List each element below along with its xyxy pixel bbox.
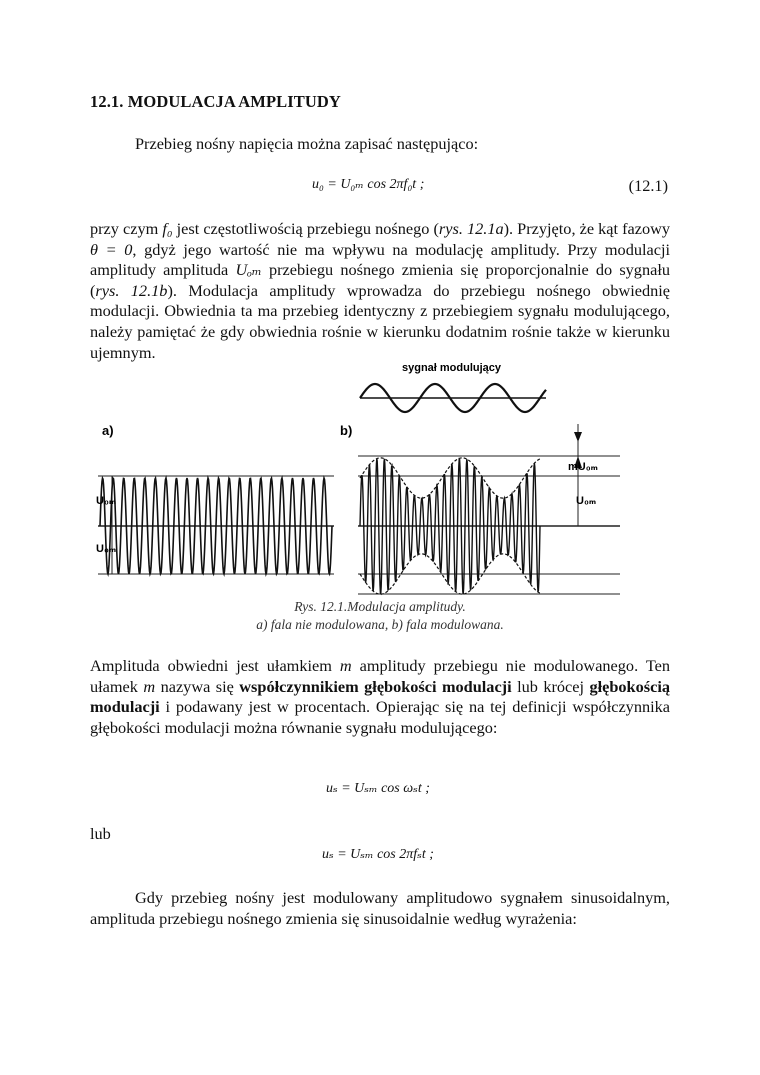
equation-number: (12.1) — [628, 176, 668, 195]
intro-paragraph: Przebieg nośny napięcia można zapisać następująco: — [135, 134, 479, 153]
figure-modulation — [90, 358, 670, 608]
label-a: a) — [102, 423, 114, 438]
lub-text: lub — [90, 824, 111, 843]
section-heading: 12.1. MODULACJA AMPLITUDY — [90, 92, 341, 111]
paragraph-final: Gdy przebieg nośny jest modulowany amplitudowo sygnałem sinusoidalnym, amplituda przebiegu nośnego zmienia się sinusoidalnie według wyrażenia: — [90, 888, 670, 928]
signal-label: sygnał modulujący — [402, 362, 502, 374]
equation-signal-omega: uₛ = Uₛₘ cos ωₛt ; — [326, 781, 430, 796]
b-m-u0m: mU₀ₘ — [568, 461, 598, 473]
envelope-upper — [360, 458, 540, 498]
equation-12-1: u₀ = U₀ₘ cos 2πf₀t ; — [312, 177, 425, 192]
b-u0m: U₀ₘ — [576, 495, 597, 507]
figure-caption-line2: a) fala nie modulowana, b) fala modulowana. — [256, 617, 504, 632]
equation-signal-freq: uₛ = Uₛₘ cos 2πfₛt ; — [322, 847, 434, 862]
paragraph-depth: Amplituda obwiedni jest ułamkiem m amplitudy przebiegu nie modulowanego. Ten ułamek m nazywa się współczynnikiem głębokości modulacji lub krócej głębokością modulacji i podawany jest w procentach. Opierając się na tej definicji współczynnika głębokości modulacji można równanie sygnału modulującego: — [90, 656, 670, 737]
paragraph-carrier: przy czym f₀ jest częstotliwością przebiegu nośnego (rys. 12.1a). Przyjęto, że kąt fazowy θ = 0, gdyż jego wartość nie ma wpływu na modulację amplitudy. Przy modulacji amplitudy amplituda Uₒₘ przebiegu nośnego zmienia się proporcjonalnie do sygnału (rys. 12.1b). Modulacja amplitudy wprowadza do przebiegu nośnego obwiednię modulacji. Obwiednia ta ma przebieg identyczny z przebiegiem sygnału modulującego, należy pamiętać że gdy obwiednia rośnie w kierunku dodatnim rośnie także w kierunku ujemnym. — [90, 219, 671, 362]
arrow-icon — [574, 432, 582, 442]
a-u0m-bottom: U₀ₘ — [96, 543, 117, 555]
label-b: b) — [340, 423, 353, 438]
a-u0m-top: U₀ₘ — [96, 495, 117, 507]
figure-caption-line1: Rys. 12.1.Modulacja amplitudy. — [294, 599, 466, 614]
